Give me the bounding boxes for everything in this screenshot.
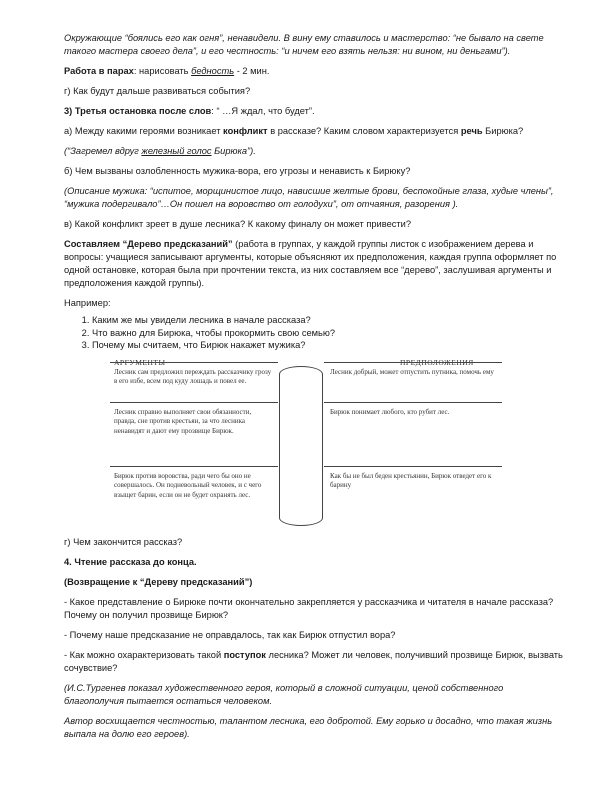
list-item: 1. Каким же мы увидели лесника в начале рассказа?	[92, 314, 564, 327]
q-a-text1: а) Между какими героями возникает	[64, 126, 224, 136]
answer-iron-text1: (“Загремел вдруг	[64, 146, 142, 156]
question-prediction-failed: - Почему наше предсказание не оправдалось, так как Бирюк отпустил вора?	[64, 629, 396, 640]
tree-prediction-3: Как бы не был беден крестьянин, Бирюк отведет его к барину	[330, 471, 492, 489]
tree-argument-2: Лесник справно выполняет свои обязанности, правда, сне против крестьян, за что лесника ненавидят и дают ему прозвище Бирюк.	[114, 407, 252, 435]
question-a-conflict	[64, 125, 564, 138]
third-stop-heading	[64, 105, 564, 118]
answer-peasant-description: (Описание мужика: “испитое, морщинистое лицо, нависшие желтые брови, беспокойные глаза, худые члены”, “мужика подергивало”…Он пошел на воровство от голодухи”, от отчаяния, разорения ).	[64, 186, 554, 209]
answer-iron-text2: Бирюка”).	[211, 146, 256, 156]
question-v-inner-conflict: в) Какой конфликт зреет в душе лесника? К какому финалу он может привести?	[64, 219, 412, 229]
tree-branch-line	[110, 402, 278, 403]
example-label: Например:	[64, 298, 111, 308]
document-page	[64, 32, 564, 748]
q-a-bold-conflict: конфликт	[223, 126, 268, 136]
prediction-tree-label: Составляем “Дерево предсказаний”	[64, 239, 233, 249]
paragraph-pair-work	[64, 65, 564, 78]
answer-turgenev: (И.С.Тургенев показал художественного героя, который в сложной ситуации, ценой собственного благополучия пытается остаться человеком.	[64, 682, 504, 706]
list-item: 2. Что важно для Бирюка, чтобы прокормить свою семью?	[92, 327, 564, 340]
paragraph-prediction-tree	[64, 238, 564, 290]
pair-work-text: : нарисовать	[133, 66, 192, 76]
deed-bold: поступок	[223, 649, 266, 660]
q-a-text2: в рассказе? Каким словом характеризуется	[267, 126, 461, 136]
q-a-text3: Бирюка?	[482, 126, 524, 136]
pair-work-label: Работа в парах	[64, 66, 134, 76]
tree-branch-line	[324, 466, 502, 467]
return-to-tree-heading: (Возвращение к “Дереву предсказаний”)	[64, 576, 253, 587]
pair-work-underlined: бедность	[191, 66, 235, 76]
tree-branch-line	[324, 362, 502, 363]
tree-right-title: ПРЕДПОЛОЖЕНИЯ	[400, 357, 474, 367]
paragraph-fear: Окружающие “боялись его как огня”, ненавидели. В вину ему ставилось и мастерство: “не бывало на свете такого мастера своего дела”, и его честность: “и ничем его взять нельзя: ни вином, ни деньгами”).	[64, 33, 544, 56]
tree-trunk	[279, 366, 323, 526]
third-stop-quote: : “ …Я ждал, что будет”.	[211, 106, 315, 116]
tree-branch-line	[110, 362, 278, 363]
tree-prediction-2: Бирюк понимает любого, кто рубит лес.	[330, 407, 450, 416]
q-a-bold-speech: речь	[460, 126, 483, 136]
answer-iron-voice	[64, 145, 564, 158]
tree-left-title: АРГУМЕНТЫ	[114, 357, 166, 367]
tree-prediction-1: Лесник добрый, может отпустить путника, помочь ему	[330, 367, 494, 376]
deed-text2: лесника? Может ли человек, получивший прозвище Бирюк, вызвать сочувствие?	[64, 649, 563, 673]
pair-work-time: - 2 мин.	[234, 66, 270, 76]
question-g-ending: г) Чем закончится рассказ?	[64, 536, 183, 547]
answer-iron-underlined: железный голос	[141, 146, 212, 156]
tree-argument-1: Лесник сам предложил переждать рассказчику грозу в его избе, всем под куду лошадь и повел ее.	[114, 367, 272, 385]
question-impression: - Какое представление о Бирюке почти окончательно закрепляется у рассказчика и читателя в начале рассказа? Почему он получил прозвище Бирюк?	[64, 596, 554, 620]
tree-branch-line	[324, 402, 502, 403]
tree-branch-line	[110, 466, 278, 467]
question-g-events: г) Как будут дальше развиваться события?	[64, 86, 251, 96]
deed-text1: - Как можно охарактеризовать такой	[64, 649, 224, 660]
question-deed	[64, 649, 564, 675]
reading-heading: 4. Чтение рассказа до конца.	[64, 556, 197, 567]
prediction-tree-text: (работа в группах, у каждой группы листок с изображением дерева и вопросы: учащиеся записывают аргументы, которые объясняют их предположения, каждая группа оформляет по одной остановке, которая была при прочтении текста, из них составляем все “дерево”, заслушивая аргументы и предположения каждой группы).	[64, 239, 557, 288]
list-item: 3. Почему мы считаем, что Бирюк накажет мужика?	[92, 339, 564, 352]
third-stop-label: 3) Третья остановка после слов	[64, 106, 212, 116]
question-b-thief: б) Чем вызваны озлобленность мужика-вора, его угрозы и ненависть к Бирюку?	[64, 166, 411, 176]
answer-author-admires: Автор восхищается честностью, талантом лесника, его добротой. Ему горько и досадно, что такая жизнь выпала на долю его героев).	[64, 715, 553, 739]
prediction-tree-figure	[110, 358, 505, 524]
example-list	[64, 314, 564, 352]
tree-argument-3: Бирюк против воровства, ради чего бы оно не совершалось. Он подневольный человек, и с чего взыщет барин, если он не будет охранять лес.	[114, 471, 262, 499]
